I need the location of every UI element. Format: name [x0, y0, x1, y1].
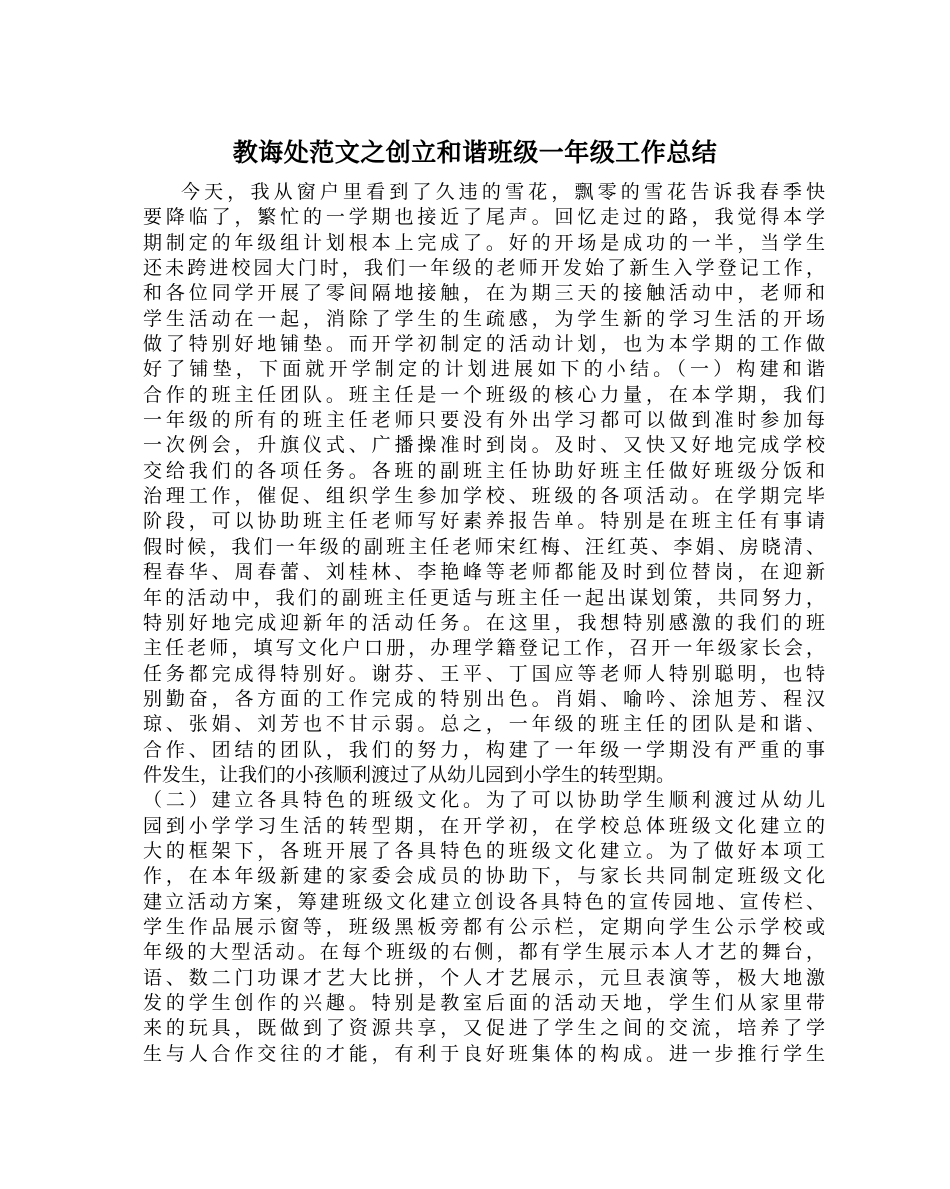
body-line: 程春华、周春蕾、刘桂林、李艳峰等老师都能及时到位替岗，在迎新	[143, 561, 825, 584]
body-line: 交给我们的各项任务。各班的副班主任协助好班主任做好班级分饭和	[143, 459, 825, 482]
body-line: 今天，我从窗户里看到了久违的雪花，飘零的雪花告诉我春季快	[181, 181, 825, 203]
document-body	[143, 180, 825, 1067]
body-line: 做了特别好地铺垫。而开学初制定的活动计划，也为本学期的工作做	[143, 333, 825, 356]
body-line: 主任老师，填写文化户口册，办理学籍登记工作，召开一年级家长会，	[143, 637, 825, 660]
body-line: 年的活动中，我们的副班主任更适与班主任一起出谋划策，共同努力，	[143, 586, 825, 609]
body-line: 治理工作，催促、组织学生参加学校、班级的各项活动。在学期完毕	[143, 485, 825, 508]
body-line: 大的框架下，各班开展了各具特色的班级文化建立。为了做好本项工	[143, 839, 825, 862]
body-line: 语、数二门功课才艺大比拼，个人才艺展示，元旦表演等，极大地激	[143, 966, 825, 989]
body-line: 发的学生创作的兴趣。特别是教室后面的活动天地，学生们从家里带	[143, 992, 825, 1014]
body-line: 合作、团结的团队，我们的努力，构建了一年级一学期没有严重的事	[143, 738, 825, 761]
body-line: 要降临了，繁忙的一学期也接近了尾声。回忆走过的路，我觉得本学	[143, 206, 825, 229]
body-line: 琼、张娟、刘芳也不甘示弱。总之，一年级的班主任的团队是和谐、	[143, 713, 825, 736]
body-line: 和各位同学开展了零间隔地接触，在为期三天的接触活动中，老师和	[143, 282, 825, 305]
document-title: 教诲处范文之创立和谐班级一年级工作总结	[232, 138, 718, 167]
body-line: 件发生，让我们的小孩顺利渡过了从幼儿园到小学生的转型期。	[143, 763, 676, 786]
body-line: （二）建立各具特色的班级文化。为了可以协助学生顺利渡过从幼儿	[143, 789, 825, 812]
body-line: 别勤奋，各方面的工作完成的特别出色。肖娟、喻吟、涂旭芳、程汉	[143, 687, 825, 710]
body-line: 园到小学学习生活的转型期，在开学初，在学校总体班级文化建立的	[143, 814, 825, 837]
body-line: 来的玩具，既做到了资源共享，又促进了学生之间的交流，培养了学	[143, 1017, 825, 1040]
body-line: 假时候，我们一年级的副班主任老师宋红梅、汪红英、李娟、房晓清、	[143, 535, 825, 558]
body-line: 任务都完成得特别好。谢芬、王平、丁国应等老师人特别聪明，也特	[143, 662, 825, 685]
body-line: 特别好地完成迎新年的活动任务。在这里，我想特别感激的我们的班	[143, 611, 825, 634]
body-line: 年级的大型活动。在每个班级的右侧，都有学生展示本人才艺的舞台，	[143, 941, 825, 964]
body-line: 期制定的年级组计划根本上完成了。好的开场是成功的一半，当学生	[143, 231, 825, 254]
body-line: 生与人合作交往的才能，有利于良好班集体的构成。进一步推行学生	[143, 1042, 825, 1065]
body-line: 建立活动方案，筹建班级文化建立创设各具特色的宣传园地、宣传栏、	[143, 890, 825, 913]
body-line: 阶段，可以协助班主任老师写好素养报告单。特别是在班主任有事请	[143, 510, 825, 533]
body-line: 好了铺垫，下面就开学制定的计划进展如下的小结。（一）构建和谐	[143, 358, 825, 381]
body-line: 学生作品展示窗等，班级黑板旁都有公示栏，定期向学生公示学校或	[143, 915, 825, 938]
body-line: 学生活动在一起，消除了学生的生疏感，为学生新的学习生活的开场	[143, 307, 825, 330]
body-line: 合作的班主任团队。班主任是一个班级的核心力量，在本学期，我们	[143, 383, 825, 406]
body-line: 一次例会，升旗仪式、广播操准时到岗。及时、又快又好地完成学校	[143, 434, 825, 457]
body-line: 还未跨进校园大门时，我们一年级的老师开发始了新生入学登记工作，	[143, 257, 825, 280]
body-line: 作，在本年级新建的家委会成员的协助下，与家长共同制定班级文化	[143, 865, 825, 888]
body-line: 一年级的所有的班主任老师只要没有外出学习都可以做到准时参加每	[143, 409, 825, 432]
